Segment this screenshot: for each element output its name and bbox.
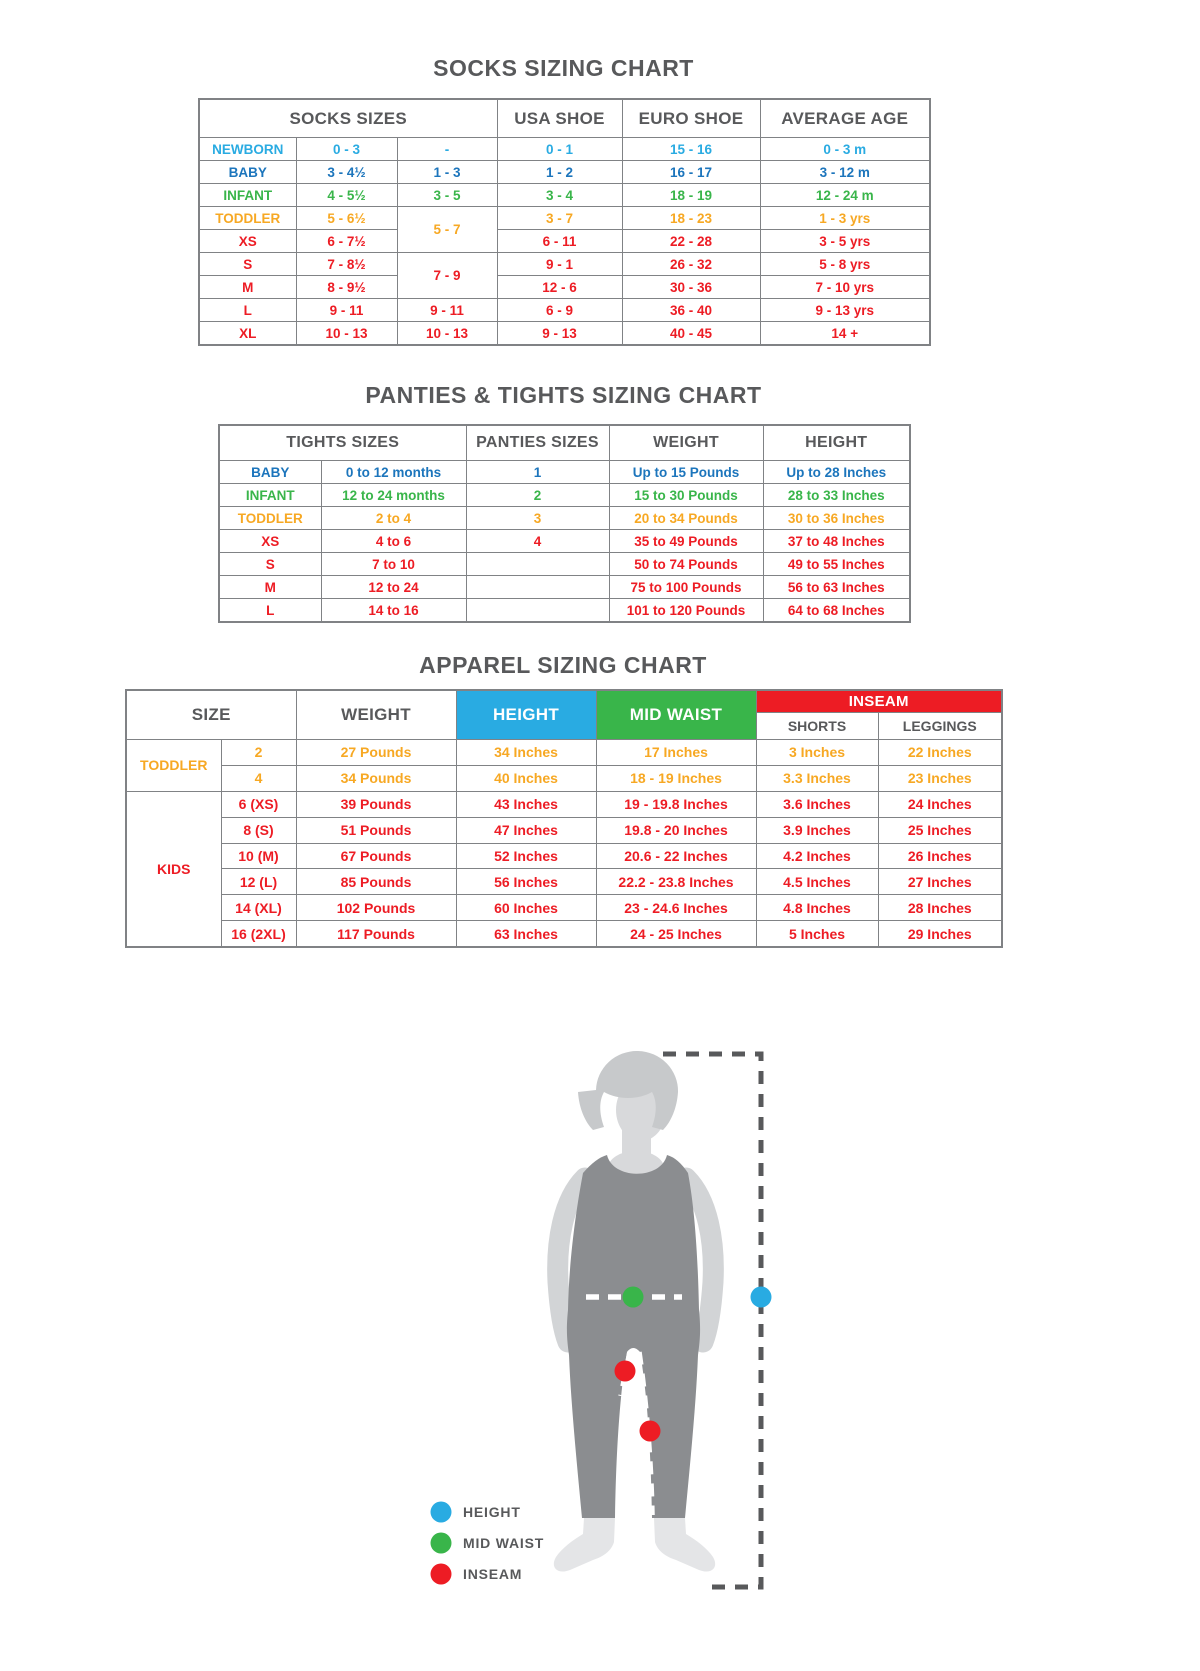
table-cell: 36 - 40 (622, 299, 760, 322)
table-cell: 0 to 12 months (321, 461, 466, 484)
table-row (126, 765, 1002, 791)
table-row (126, 843, 1002, 869)
row-label: L (219, 599, 321, 623)
inseam-dot-leggings (640, 1421, 661, 1442)
legend-height-label: HEIGHT (463, 1504, 521, 1520)
table-cell: 3.9 Inches (756, 817, 878, 843)
table-cell: 4 to 6 (321, 530, 466, 553)
table-cell: 40 - 45 (622, 322, 760, 346)
table-cell: 3 - 4½ (296, 161, 397, 184)
table-cell: 26 - 32 (622, 253, 760, 276)
table-cell: 101 to 120 Pounds (609, 599, 763, 623)
figure-left-foot (554, 1518, 615, 1572)
table-row (219, 553, 910, 576)
table-cell: 27 Inches (878, 869, 1002, 895)
figure-right-foot (654, 1518, 715, 1572)
row-label: M (199, 276, 296, 299)
table-cell: 0 - 3 m (760, 138, 930, 161)
legend-mid-waist-dot-icon (431, 1533, 452, 1554)
inseam-dot-shorts (615, 1361, 636, 1382)
table-cell: 10 (M) (221, 843, 296, 869)
row-label: BABY (199, 161, 296, 184)
table-cell: 1 (466, 461, 609, 484)
table-cell: 18 - 19 Inches (596, 765, 756, 791)
table-cell: 7 to 10 (321, 553, 466, 576)
table-cell (466, 553, 609, 576)
table-row (126, 895, 1002, 921)
table-cell: 49 to 55 Inches (763, 553, 910, 576)
table-cell: 60 Inches (456, 895, 596, 921)
table-cell: 6 - 9 (497, 299, 622, 322)
socks-chart-title: SOCKS SIZING CHART (433, 55, 694, 81)
table-cell: 1 - 2 (497, 161, 622, 184)
table-row (126, 817, 1002, 843)
table-cell: 27 Pounds (296, 740, 456, 766)
table-cell: 14 + (760, 322, 930, 346)
panties-chart-title: PANTIES & TIGHTS SIZING CHART (365, 382, 762, 408)
table-cell: 22 - 28 (622, 230, 760, 253)
row-label: XL (199, 322, 296, 346)
table-cell: 17 Inches (596, 740, 756, 766)
column-header: SIZE (126, 690, 296, 740)
table-row (199, 207, 930, 230)
table-cell: 2 (221, 740, 296, 766)
table-cell: 51 Pounds (296, 817, 456, 843)
table-cell: 5 - 8 yrs (760, 253, 930, 276)
row-label: KIDS (126, 791, 221, 947)
figure-body (567, 1155, 700, 1518)
table-cell: 15 - 16 (622, 138, 760, 161)
table-row (199, 138, 930, 161)
table-cell: 67 Pounds (296, 843, 456, 869)
table-cell: 12 to 24 (321, 576, 466, 599)
row-label: INFANT (199, 184, 296, 207)
row-label: INFANT (219, 484, 321, 507)
table-cell: 3.6 Inches (756, 791, 878, 817)
table-cell: 12 to 24 months (321, 484, 466, 507)
table-cell: 4 - 5½ (296, 184, 397, 207)
table-cell: 8 (S) (221, 817, 296, 843)
table-row (219, 484, 910, 507)
table-cell: 6 (XS) (221, 791, 296, 817)
table-row (126, 791, 1002, 817)
table-row (199, 230, 930, 253)
panties-tights-sizing-table (218, 424, 911, 623)
column-header: USA SHOE (497, 99, 622, 138)
column-header: PANTIES SIZES (466, 425, 609, 461)
table-cell: 2 (466, 484, 609, 507)
table-row (199, 161, 930, 184)
table-cell: 7 - 8½ (296, 253, 397, 276)
table-cell: 0 - 3 (296, 138, 397, 161)
column-header: INSEAM (756, 690, 1002, 713)
table-cell: 26 Inches (878, 843, 1002, 869)
row-label: TODDLER (199, 207, 296, 230)
table-cell: 3 (466, 507, 609, 530)
table-cell: 16 - 17 (622, 161, 760, 184)
legend-inseam-dot-icon (431, 1564, 452, 1585)
table-cell: 39 Pounds (296, 791, 456, 817)
column-header: EURO SHOE (622, 99, 760, 138)
table-cell: 24 - 25 Inches (596, 921, 756, 947)
table-cell: 7 - 10 yrs (760, 276, 930, 299)
table-cell: 28 to 33 Inches (763, 484, 910, 507)
table-cell: Up to 28 Inches (763, 461, 910, 484)
table-cell: 3 - 12 m (760, 161, 930, 184)
table-cell: 3 - 5 (397, 184, 497, 207)
table-cell: 16 (2XL) (221, 921, 296, 947)
table-cell: 20 to 34 Pounds (609, 507, 763, 530)
table-cell: 9 - 13 (497, 322, 622, 346)
table-cell: 6 - 11 (497, 230, 622, 253)
apparel-section (125, 652, 1001, 948)
column-header: WEIGHT (296, 690, 456, 740)
table-cell: 63 Inches (456, 921, 596, 947)
row-label: TODDLER (126, 740, 221, 792)
table-cell: 117 Pounds (296, 921, 456, 947)
table-cell: 23 - 24.6 Inches (596, 895, 756, 921)
table-cell: 34 Pounds (296, 765, 456, 791)
table-cell: 9 - 11 (397, 299, 497, 322)
table-cell: 56 to 63 Inches (763, 576, 910, 599)
table-row (219, 530, 910, 553)
table-cell: 9 - 11 (296, 299, 397, 322)
table-row (199, 253, 930, 276)
table-cell (466, 599, 609, 623)
table-cell: 5 - 6½ (296, 207, 397, 230)
column-header: WEIGHT (609, 425, 763, 461)
table-cell: 30 to 36 Inches (763, 507, 910, 530)
table-row (126, 869, 1002, 895)
table-cell: 9 - 13 yrs (760, 299, 930, 322)
table-cell: 7 - 9 (397, 253, 497, 299)
table-cell: 8 - 9½ (296, 276, 397, 299)
table-cell: 14 (XL) (221, 895, 296, 921)
apparel-chart-title: APPAREL SIZING CHART (419, 652, 707, 678)
table-cell: 9 - 1 (497, 253, 622, 276)
row-label: TODDLER (219, 507, 321, 530)
table-cell: 4.5 Inches (756, 869, 878, 895)
row-label: S (199, 253, 296, 276)
column-header: LEGGINGS (878, 713, 1002, 740)
table-cell: 5 - 7 (397, 207, 497, 253)
table-cell: 12 - 24 m (760, 184, 930, 207)
table-row (219, 507, 910, 530)
height-dot (751, 1287, 772, 1308)
table-cell: 1 - 3 (397, 161, 497, 184)
table-cell: 14 to 16 (321, 599, 466, 623)
column-header: AVERAGE AGE (760, 99, 930, 138)
table-row (199, 276, 930, 299)
table-cell: Up to 15 Pounds (609, 461, 763, 484)
table-cell: 3 Inches (756, 740, 878, 766)
table-row (199, 322, 930, 346)
column-header: SOCKS SIZES (199, 99, 497, 138)
table-cell: 52 Inches (456, 843, 596, 869)
table-row (199, 299, 930, 322)
table-cell: 22.2 - 23.8 Inches (596, 869, 756, 895)
row-label: L (199, 299, 296, 322)
column-header: MID WAIST (596, 690, 756, 740)
table-cell: 85 Pounds (296, 869, 456, 895)
table-cell: 28 Inches (878, 895, 1002, 921)
table-cell (466, 576, 609, 599)
apparel-sizing-table (125, 689, 1003, 948)
table-cell: 34 Inches (456, 740, 596, 766)
table-cell: 25 Inches (878, 817, 1002, 843)
figure-legend (431, 1502, 545, 1585)
row-label: BABY (219, 461, 321, 484)
table-row (126, 740, 1002, 766)
table-cell: 29 Inches (878, 921, 1002, 947)
table-cell: 40 Inches (456, 765, 596, 791)
table-cell: 5 Inches (756, 921, 878, 947)
table-row (199, 184, 930, 207)
table-cell: 23 Inches (878, 765, 1002, 791)
socks-section (198, 55, 929, 346)
table-cell: 43 Inches (456, 791, 596, 817)
table-cell: - (397, 138, 497, 161)
table-cell: 12 (L) (221, 869, 296, 895)
table-cell: 30 - 36 (622, 276, 760, 299)
table-cell: 3 - 5 yrs (760, 230, 930, 253)
table-cell: 18 - 23 (622, 207, 760, 230)
column-header: SHORTS (756, 713, 878, 740)
table-row (219, 461, 910, 484)
table-cell: 47 Inches (456, 817, 596, 843)
panties-tights-section (218, 382, 909, 623)
table-cell: 4.2 Inches (756, 843, 878, 869)
table-cell: 50 to 74 Pounds (609, 553, 763, 576)
table-cell: 37 to 48 Inches (763, 530, 910, 553)
table-cell: 4.8 Inches (756, 895, 878, 921)
table-cell: 64 to 68 Inches (763, 599, 910, 623)
column-header: TIGHTS SIZES (219, 425, 466, 461)
table-cell: 10 - 13 (397, 322, 497, 346)
table-cell: 22 Inches (878, 740, 1002, 766)
table-cell: 15 to 30 Pounds (609, 484, 763, 507)
row-label: S (219, 553, 321, 576)
row-label: XS (219, 530, 321, 553)
table-cell: 56 Inches (456, 869, 596, 895)
row-label: M (219, 576, 321, 599)
socks-sizing-table (198, 98, 931, 346)
table-cell: 20.6 - 22 Inches (596, 843, 756, 869)
table-cell: 18 - 19 (622, 184, 760, 207)
column-header: HEIGHT (763, 425, 910, 461)
column-header: HEIGHT (456, 690, 596, 740)
row-label: NEWBORN (199, 138, 296, 161)
table-cell: 1 - 3 yrs (760, 207, 930, 230)
table-cell: 19 - 19.8 Inches (596, 791, 756, 817)
table-cell: 35 to 49 Pounds (609, 530, 763, 553)
table-cell: 6 - 7½ (296, 230, 397, 253)
table-cell: 3 - 7 (497, 207, 622, 230)
table-cell: 0 - 1 (497, 138, 622, 161)
table-cell: 3 - 4 (497, 184, 622, 207)
row-label: XS (199, 230, 296, 253)
legend-inseam-label: INSEAM (463, 1566, 523, 1582)
table-row (219, 576, 910, 599)
table-cell: 4 (221, 765, 296, 791)
legend-mid-waist-label: MID WAIST (463, 1535, 545, 1551)
table-row (126, 921, 1002, 947)
table-cell: 12 - 6 (497, 276, 622, 299)
table-cell: 3.3 Inches (756, 765, 878, 791)
table-cell: 102 Pounds (296, 895, 456, 921)
mid-waist-dot (623, 1287, 644, 1308)
table-cell: 24 Inches (878, 791, 1002, 817)
table-cell: 19.8 - 20 Inches (596, 817, 756, 843)
table-cell: 75 to 100 Pounds (609, 576, 763, 599)
table-cell: 2 to 4 (321, 507, 466, 530)
table-cell: 10 - 13 (296, 322, 397, 346)
measurement-figure (380, 1030, 800, 1610)
table-row (219, 599, 910, 623)
table-cell: 4 (466, 530, 609, 553)
legend-height-dot-icon (431, 1502, 452, 1523)
